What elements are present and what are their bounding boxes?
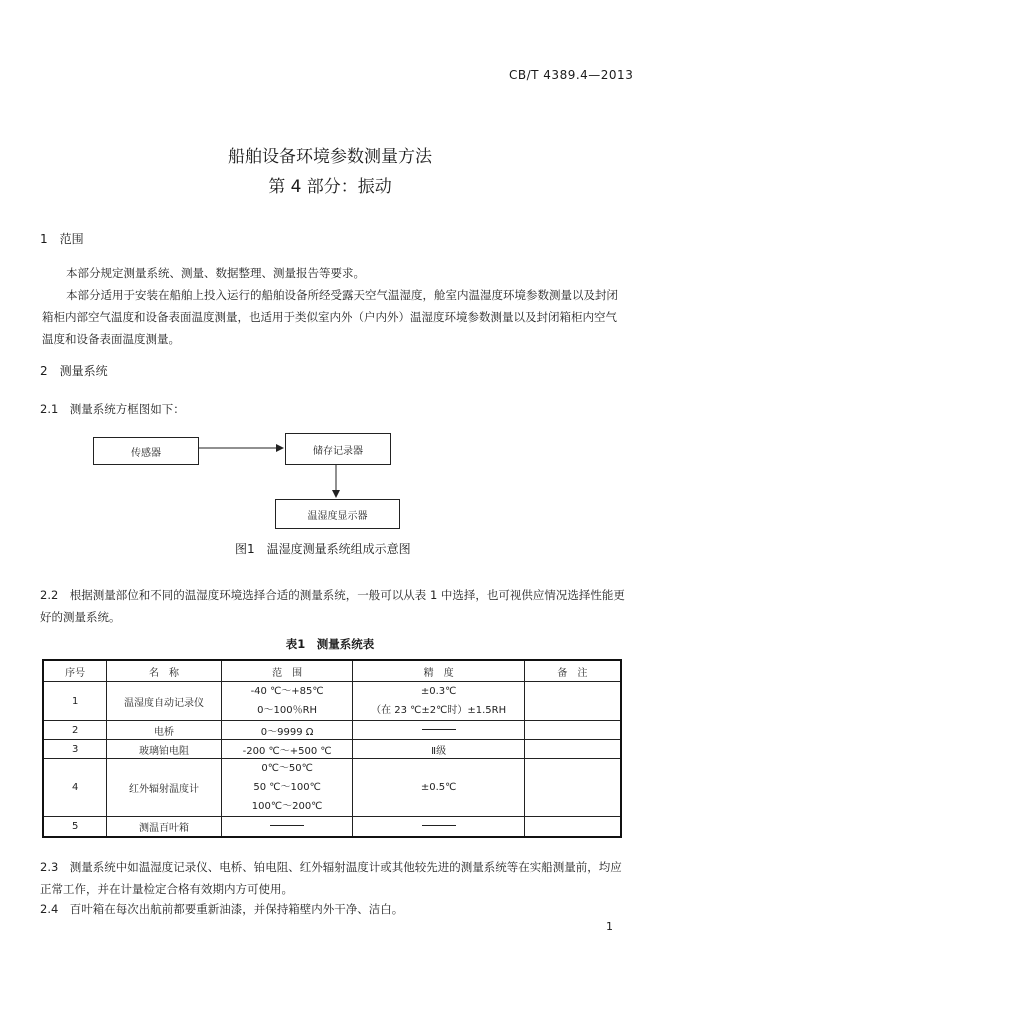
section-2-heading: 2 测量系统 [40,364,108,378]
row-no: 4 [43,759,107,817]
range-value: 0℃～50℃ [261,763,313,774]
page-number: 1 [606,920,613,933]
row-name: 温湿度自动记录仪 [107,682,222,721]
display-box: 温湿度显示器 [275,499,400,529]
row-remarks [524,817,621,837]
row-remarks [524,740,621,759]
figure-caption: 图1 温湿度测量系统组成示意图 [235,542,411,556]
row-no: 5 [43,817,107,837]
row-remarks [524,682,621,721]
row-no: 3 [43,740,107,759]
row-precision-dash [353,817,524,837]
row-no: 2 [43,721,107,740]
document-subtitle: 第 4 部分：振动 [268,177,392,197]
table-row [43,759,621,817]
table-caption: 表1 测量系统表 [285,637,375,651]
row-range-dash [221,817,353,837]
range-value: 50 ℃～100℃ [253,782,321,793]
row-precision-dash [353,721,524,740]
row-range [221,682,353,721]
precision-value: ±0.3℃ [420,686,457,697]
table-row [43,817,621,837]
row-remarks [524,721,621,740]
header-name: 名 称 [107,660,222,682]
clause-2-3: 2.3 测量系统中如温湿度记录仪、电桥、铂电阻、红外辐射温度计或其他较先进的测量系统等在实船测量前，均应正常工作，并在计量检定合格有效期内方可使用。 [40,860,622,896]
row-range: 0～9999 Ω [221,721,353,740]
sensor-box: 传感器 [93,437,199,465]
section-1-heading: 1 范围 [40,232,84,246]
row-range: -200 ℃～+500 ℃ [221,740,353,759]
row-remarks [524,759,621,817]
row-name: 测温百叶箱 [107,817,222,837]
row-name: 玻璃铂电阻 [107,740,222,759]
header-no: 序号 [43,660,107,682]
table-row [43,740,621,759]
row-name: 电桥 [107,721,222,740]
row-precision: ±0.5℃ [353,759,524,817]
row-precision: Ⅱ级 [353,740,524,759]
table-header-row [43,660,621,682]
document-title: 船舶设备环境参数测量方法 [228,147,432,167]
header-precision: 精 度 [353,660,524,682]
standard-number: CB/T 4389.4—2013 [509,68,634,82]
recorder-box: 储存记录器 [285,433,391,465]
row-precision [353,682,524,721]
header-range: 范 围 [221,660,353,682]
clause-2-4: 2.4 百叶箱在每次出航前都要重新油漆，并保持箱壁内外干净、洁白。 [40,902,404,916]
header-remarks: 备 注 [524,660,621,682]
precision-value: （在 23 ℃±2℃时）±1.5RH [371,705,507,716]
section-1-paragraph-2: 本部分适用于安装在船舶上投入运行的船舶设备所经受露天空气温湿度，舱室内温湿度环境参数测量以及封闭箱柜内部空气温度和设备表面温度测量，也适用于类似室内外（户内外）温湿度环境参数测量以及封闭箱柜内空气温度和设备表面温度测量。 [42,288,618,346]
range-value: -40 ℃～+85℃ [250,686,324,697]
clause-2-1: 2.1 测量系统方框图如下： [40,402,185,416]
row-range [221,759,353,817]
range-value: 100℃～200℃ [251,801,323,812]
table-row [43,682,621,721]
row-no: 1 [43,682,107,721]
table-row [43,721,621,740]
clause-2-2: 2.2 根据测量部位和不同的温湿度环境选择合适的测量系统，一般可以从表 1 中选择，也可视供应情况选择性能更好的测量系统。 [40,588,625,624]
section-1-paragraph-1: 本部分规定测量系统、测量、数据整理、测量报告等要求。 [66,266,365,280]
row-name: 红外辐射温度计 [107,759,222,817]
measurement-system-table [42,659,622,838]
range-value: 0～100％RH [257,705,318,716]
